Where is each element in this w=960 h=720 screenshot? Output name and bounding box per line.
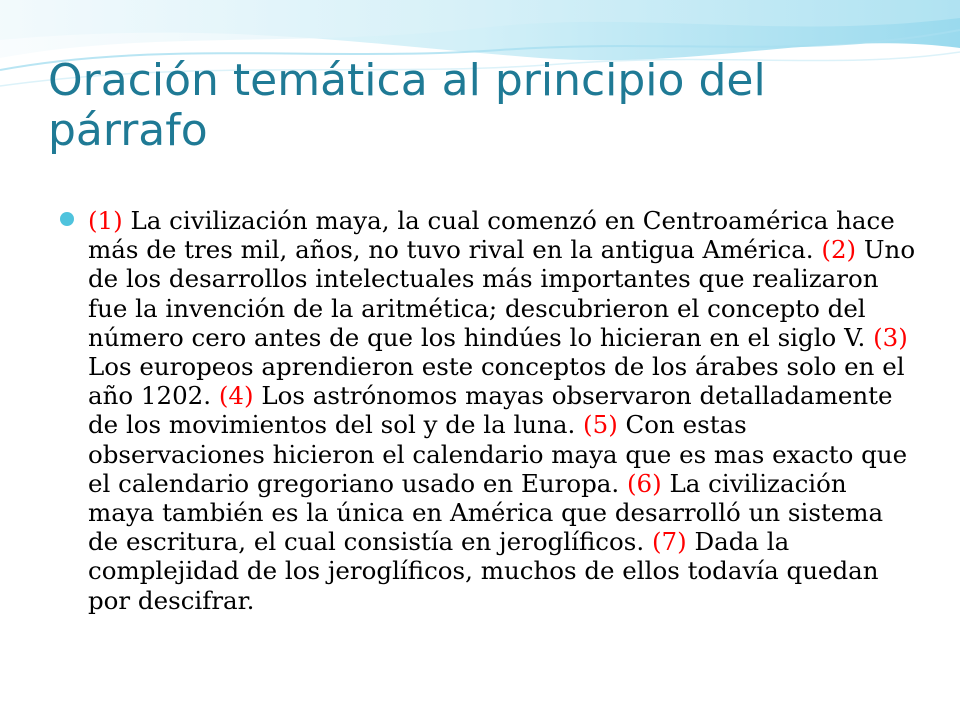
sentence-number: (2)	[821, 235, 857, 265]
sentence-number: (4)	[218, 381, 254, 411]
sentence-text: La civilización maya también es la única en América que desarrolló un sistema de escritura, el cual consistía en jeroglíficos.	[88, 468, 884, 557]
sentence-text: Con estas observaciones hicieron el calendario maya que es mas exacto que el calendario gregoriano usado en Europa.	[88, 410, 908, 498]
sentence-number: (1)	[88, 206, 123, 235]
bullet-icon	[60, 212, 74, 226]
sentence-text: Los astrónomos mayas observaron detalladamente de los movimientos del sol y de la luna.	[88, 381, 893, 440]
body-paragraph	[88, 206, 916, 615]
sentence-text: Los europeos aprendieron este conceptos de los árabes solo en el año 1202.	[88, 352, 905, 411]
sentence-number: (3)	[873, 322, 908, 352]
page-title: Oración temática al principio del párrafo	[48, 55, 766, 156]
sentence-text: Uno de los desarrollos intelectuales más importantes que realizaron fue la invención de la aritmética; descubrieron el concepto del número cero antes de que los hindúes lo hicieran en el siglo V.	[88, 235, 916, 352]
sentence-text: La civilización maya, la cual comenzó en Centroamérica hace más de tres mil, años, no tuvo rival en la antigua América.	[88, 206, 895, 265]
sentence-number: (5)	[583, 410, 618, 440]
sentence-number: (6)	[626, 468, 662, 498]
sentence-text: Dada la complejidad de los jeroglíficos, muchos de ellos todavía quedan por descifrar.	[88, 527, 879, 615]
sentence-number: (7)	[651, 527, 687, 557]
